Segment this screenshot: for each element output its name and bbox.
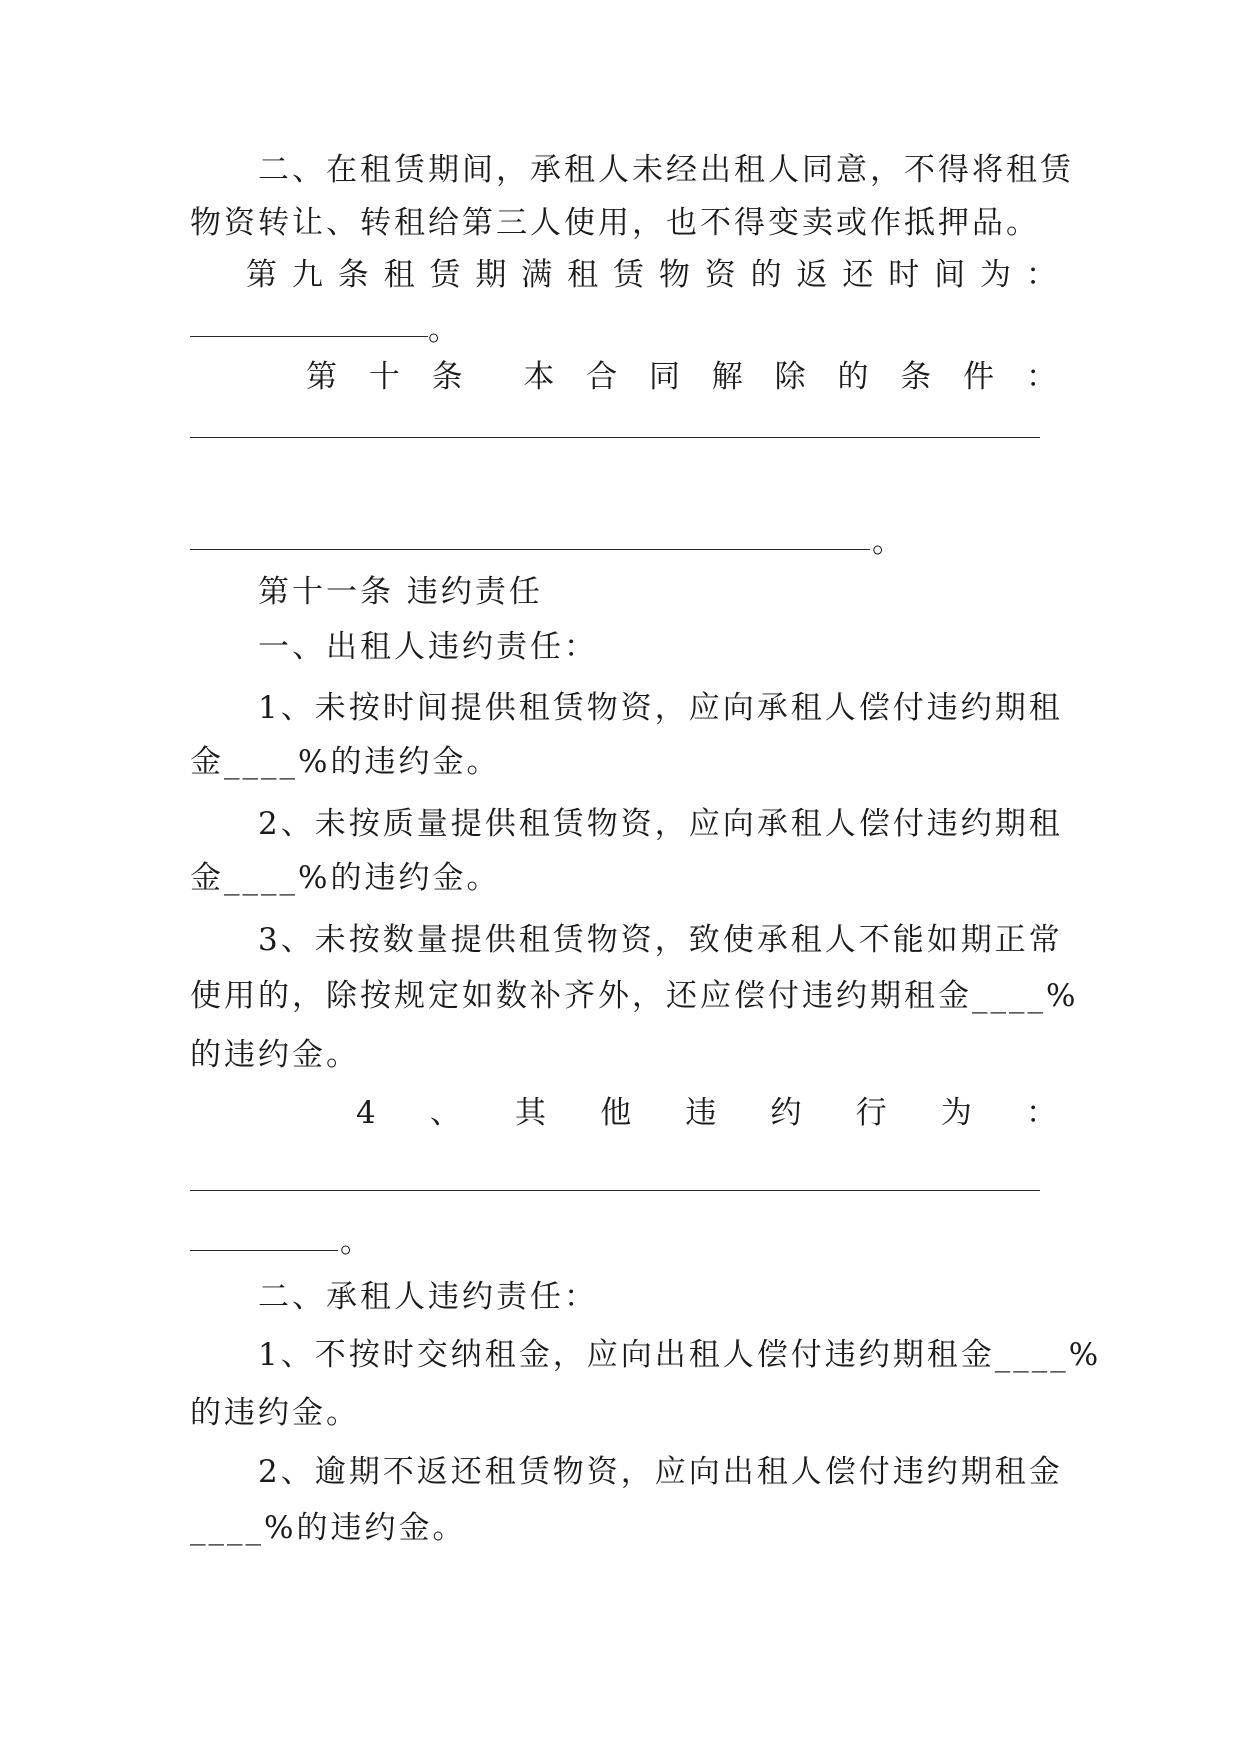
char: 合: [586, 359, 621, 395]
char: 赁: [613, 257, 647, 293]
char: 时: [888, 257, 923, 293]
char: 的: [750, 257, 785, 293]
char: 九: [291, 257, 326, 293]
char: 行: [855, 1095, 890, 1131]
char: 违: [685, 1095, 720, 1131]
char: 租: [383, 257, 418, 293]
char: 期: [475, 257, 510, 293]
paragraph-line: 使用的，除按规定如数补齐外，还应偿付违约期租金____%: [190, 978, 1079, 1014]
char: 资: [704, 257, 739, 293]
article-11-heading: 第十一条 违约责任: [258, 574, 543, 610]
fill-blank-line: [190, 1250, 338, 1251]
fill-blank-line: [190, 437, 1040, 438]
char: 间: [934, 257, 969, 293]
char: 第: [246, 257, 280, 293]
char: ：: [1025, 359, 1060, 395]
period: 。: [872, 524, 903, 560]
char: 本: [523, 359, 558, 395]
char: 租: [567, 257, 602, 293]
period: 。: [428, 312, 459, 348]
char: 为: [980, 257, 1014, 293]
char: 赁: [429, 257, 464, 293]
char: 他: [600, 1095, 635, 1131]
fill-blank-line: [190, 1190, 1040, 1191]
char: 还: [842, 257, 877, 293]
paragraph-line: 2、未按质量提供租赁物资，应向承租人偿付违约期租: [258, 806, 1063, 842]
char: 解: [711, 359, 746, 395]
paragraph-line: 物资转让、转租给第三人使用，也不得变卖或作抵押品。: [190, 205, 1040, 241]
paragraph-line: 3、未按数量提供租赁物资，致使承租人不能如期正常: [258, 922, 1063, 958]
section-heading: 二、承租人违约责任：: [258, 1279, 598, 1315]
paragraph-line: 的违约金。: [190, 1037, 360, 1073]
char: 除: [774, 359, 809, 395]
char: 的: [837, 359, 872, 395]
section-heading: 一、出租人违约责任：: [258, 629, 598, 665]
paragraph-line: 金____%的违约金。: [190, 744, 501, 780]
char: 第: [306, 359, 340, 395]
paragraph-line: 二、在租赁期间，承租人未经出租人同意，不得将租赁: [258, 152, 1074, 188]
paragraph-line: 1、未按时间提供租赁物资，应向承租人偿付违约期租: [258, 690, 1063, 726]
char: 为: [940, 1095, 975, 1131]
paragraph-line: 2、逾期不返还租赁物资，应向出租人偿付违约期租金: [258, 1454, 1063, 1490]
char: 件: [963, 359, 998, 395]
char: 条: [431, 359, 466, 395]
char: 条: [337, 257, 372, 293]
paragraph-line: ____%的违约金。: [190, 1510, 467, 1546]
paragraph-line: 1、不按时交纳租金，应向出租人偿付违约期租金____%: [258, 1337, 1102, 1373]
char: ：: [1025, 257, 1060, 293]
paragraph-line: 的违约金。: [190, 1395, 360, 1431]
char: 十: [368, 359, 403, 395]
char: 条: [900, 359, 935, 395]
char: 约: [770, 1095, 805, 1131]
char: 同: [648, 359, 683, 395]
paragraph-line: 金____%的违约金。: [190, 860, 501, 896]
char: ：: [1025, 1095, 1060, 1131]
fill-blank-line: [190, 336, 428, 337]
char: 物: [658, 257, 693, 293]
char: 返: [796, 257, 831, 293]
other-breach-heading: [356, 1093, 1060, 1133]
char: 4: [356, 1095, 379, 1131]
period: 。: [340, 1224, 371, 1260]
char: 、: [429, 1095, 464, 1131]
char: 其: [515, 1095, 550, 1131]
article-9-heading: [246, 255, 1060, 295]
article-10-heading: [306, 357, 1060, 397]
char: 满: [521, 257, 556, 293]
fill-blank-line: [190, 549, 870, 550]
